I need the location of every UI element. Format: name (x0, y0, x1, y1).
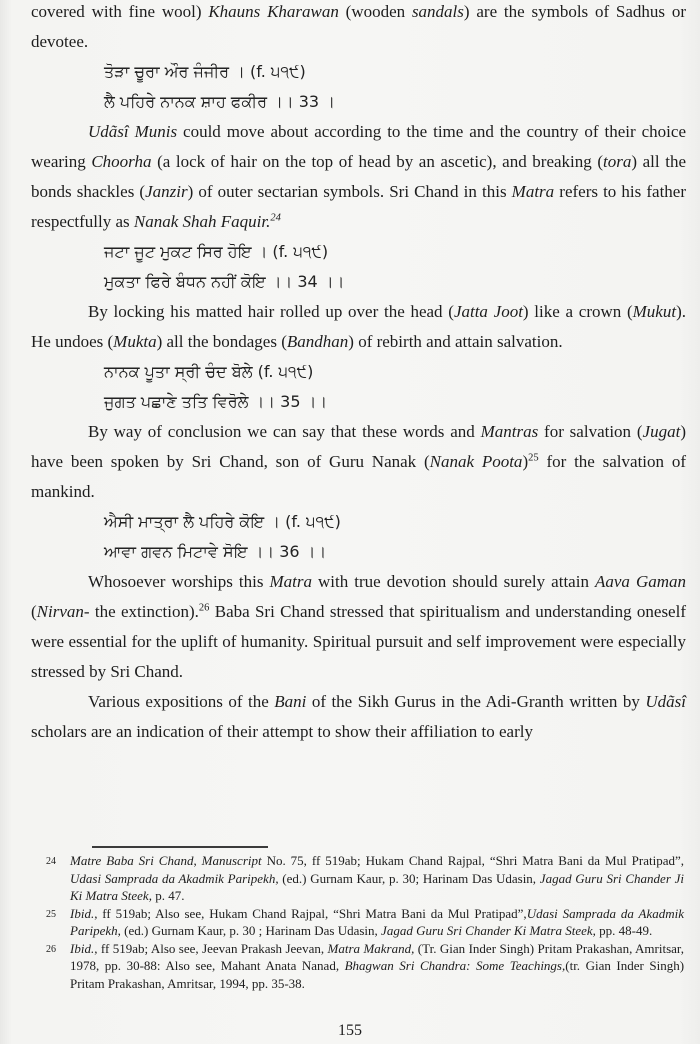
text-segment: Bani (274, 692, 307, 711)
footnote-text (70, 905, 684, 940)
footnote-separator-rule (92, 846, 268, 848)
paragraph (31, 0, 686, 57)
text-segment: ) of rebirth and attain salvation. (348, 332, 563, 351)
text-segment: (tr. Gian Inder Singh) Pritam Prakashan, Amritsar, 1994, pp. 35-38. (70, 958, 685, 991)
text-segment: Jagad Guru Sri Chander Ji Ki Matra Steek, (70, 870, 684, 903)
footnote-reference-marker: 24 (270, 212, 281, 224)
text-segment: Mantras (480, 422, 539, 441)
text-segment: Khauns Kharawan (208, 2, 339, 21)
verse-line: ਲੈ ਪਹਿਰੇ ਨਾਨਕ ਸ਼ਾਹ ਫਕੀਰ ।। 33 । (104, 92, 335, 111)
text-segment: By way of conclusion we can say that these words and (88, 422, 481, 441)
footnotes (46, 852, 684, 992)
text-segment: Udasi Samprada da Akadmik Paripekh, (70, 870, 279, 886)
text-segment: tora (603, 152, 632, 171)
text-segment: Udãsî (645, 692, 686, 711)
text-segment: sandals (411, 2, 464, 21)
text-segment: Mukut (632, 302, 677, 321)
footnote-number: 26 (46, 943, 56, 955)
body-text (31, 0, 686, 747)
text-segment: Matra (269, 572, 312, 591)
text-segment: with true devotion should surely attain (311, 572, 595, 591)
text-segment: Ibid. (70, 940, 95, 956)
text-segment: No. 75, ff 519ab; Hukam Chand Rajpal, “Shri Matra Bani da Mul Pratipad”, (261, 853, 685, 868)
verse-line: ਐਸੀ ਮਾਤ੍ਰਾ ਲੈ ਪਹਿਰੇ ਕੋਇ । (f. ੫੧੯) (104, 512, 341, 531)
text-segment: ) all the bondages ( (156, 332, 287, 351)
paragraph (31, 117, 686, 237)
text-segment: , ff 519ab; Also see, Jeevan Prakash Jeevan, (94, 940, 328, 956)
text-segment: Jatta Joot (453, 302, 523, 321)
gurmukhi-verse (31, 237, 686, 297)
text-segment: ) of outer sectarian symbols. Sri Chand in this (187, 182, 512, 201)
text-segment: Various expositions of the (88, 692, 275, 711)
text-segment: Baba Sri Chand stressed that spiritualism and understanding oneself were essential for the uplift of humanity. Spiritual pursuit and self improvement were especially stressed by Sri Chand. (31, 602, 686, 681)
text-segment: Manuscript (201, 853, 262, 868)
text-segment: ) are the symbols of Sadhus or devotee. (31, 2, 686, 51)
footnote (46, 852, 684, 905)
text-segment: the extinction). (89, 602, 199, 621)
verse-line: ਆਵਾ ਗਵਨ ਮਿਟਾਵੇ ਸੋਇ ।। 36 ।। (104, 542, 327, 561)
verse-line: ਮੁਕਤਾ ਫਿਰੇ ਬੰਧਨ ਨਹੀਂ ਕੋਇ ।। 34 ।। (104, 272, 345, 291)
footnote-number: 24 (46, 856, 56, 867)
verse-line: ਜੁਗਤ ਪਛਾਣੇ ਤਤਿ ਵਿਰੋਲੇ ।। 35 ।। (104, 392, 328, 411)
text-segment: pp. 48-49. (595, 923, 653, 938)
text-segment: Nanak Poota (429, 452, 523, 471)
footnote (46, 905, 684, 940)
text-segment: Matra (511, 182, 555, 201)
text-segment: (Tr. Gian Inder Singh) Pritam Prakashan, Amritsar, 1978, pp. 30-88: Also see, Mahant Anata Nanad, (70, 940, 684, 973)
text-segment: Whosoever worships this (88, 572, 270, 591)
text-segment: Bandhan (286, 332, 349, 351)
text-segment: ( (31, 602, 37, 621)
text-segment: Nanak Shah Faquir. (133, 212, 271, 231)
text-segment: refers to his father respectfully as (31, 182, 686, 231)
footnote-reference-marker: 25 (528, 452, 539, 464)
text-segment: , (193, 853, 202, 868)
paragraph (31, 567, 686, 687)
text-segment: ). He undoes ( (31, 302, 686, 351)
text-segment: Mukta (113, 332, 157, 351)
text-segment: Bhagwan Sri Chandra: Some Teachings, (344, 958, 566, 973)
text-segment: Jagad Guru Sri Chander Ki Matra Steek, (381, 923, 596, 938)
text-segment: Janzir (145, 182, 188, 201)
text-segment: Udãsî Munis (88, 122, 178, 141)
footnote (46, 940, 684, 993)
text-segment: ) all the bonds shackles ( (31, 152, 686, 201)
paragraph (31, 297, 686, 357)
text-segment: By locking his matted hair rolled up over the head ( (88, 302, 454, 321)
text-segment: for salvation ( (538, 422, 643, 441)
footnote-text (70, 940, 684, 993)
footnote-number: 25 (46, 908, 56, 920)
verse-line: ਤੋੜਾ ਚੂਰਾ ਔਰ ਜੰਜੀਰ । (f. ੫੧੯) (104, 62, 306, 81)
text-segment: Matra Makrand, (327, 940, 415, 956)
text-segment: p. 47. (151, 888, 185, 903)
text-segment: Aava Gaman (594, 572, 686, 591)
text-segment: of the Sikh Gurus in the Adi-Granth written by (306, 692, 646, 711)
page-number: 155 (338, 1022, 362, 1039)
verse-line: ਨਾਨਕ ਪੂਤਾ ਸ੍ਰੀ ਚੰਦ ਬੋਲੇ (f. ੫੧੯) (104, 362, 314, 381)
text-segment: , ff 519ab; Also see, Hukam Chand Rajpal, “Shri Matra Bani da Mul Pratipad”, (94, 905, 527, 921)
text-segment: ) have been spoken by Sri Chand, son of Guru Nanak ( (31, 422, 686, 471)
text-segment: (ed.) Gurnam Kaur, p. 30 ; Harinam Das Udasin, (120, 923, 382, 938)
text-segment: Udasi Samprada da Akadmik Paripekh, (70, 905, 684, 938)
text-segment: Matre Baba Sri Chand (70, 853, 194, 868)
paragraph (31, 417, 686, 507)
footnote-reference-marker: 26 (198, 602, 210, 614)
text-segment: ) like a crown ( (522, 302, 633, 321)
text-segment: could move about according to the time and the country of their choice wearing (31, 122, 686, 171)
paragraph (31, 687, 686, 747)
text-segment: (wooden (338, 2, 412, 21)
text-segment: Ibid. (70, 905, 95, 921)
text-segment: covered with fine wool) (31, 2, 209, 21)
verse-line: ਜਟਾ ਜੂਟ ਮੁਕਟ ਸਿਰ ਹੋਇ । (f. ੫੧੯) (104, 242, 329, 261)
text-segment: Choorha (91, 152, 152, 171)
gurmukhi-verse (31, 357, 686, 417)
text-segment: Nirvan- (36, 602, 90, 621)
text-segment: ) (522, 452, 529, 471)
footnote-text (70, 852, 684, 905)
text-segment: for the salvation of mankind. (31, 452, 686, 501)
gurmukhi-verse (31, 507, 686, 567)
gurmukhi-verse (31, 57, 686, 117)
text-segment: (ed.) Gurnam Kaur, p. 30; Harinam Das Udasin, (278, 870, 540, 886)
text-segment: (a lock of hair on the top of head by an ascetic), and breaking ( (151, 152, 604, 171)
text-segment: Jugat (642, 422, 681, 441)
text-segment: scholars are an indication of their attempt to show their affiliation to early (31, 722, 533, 741)
